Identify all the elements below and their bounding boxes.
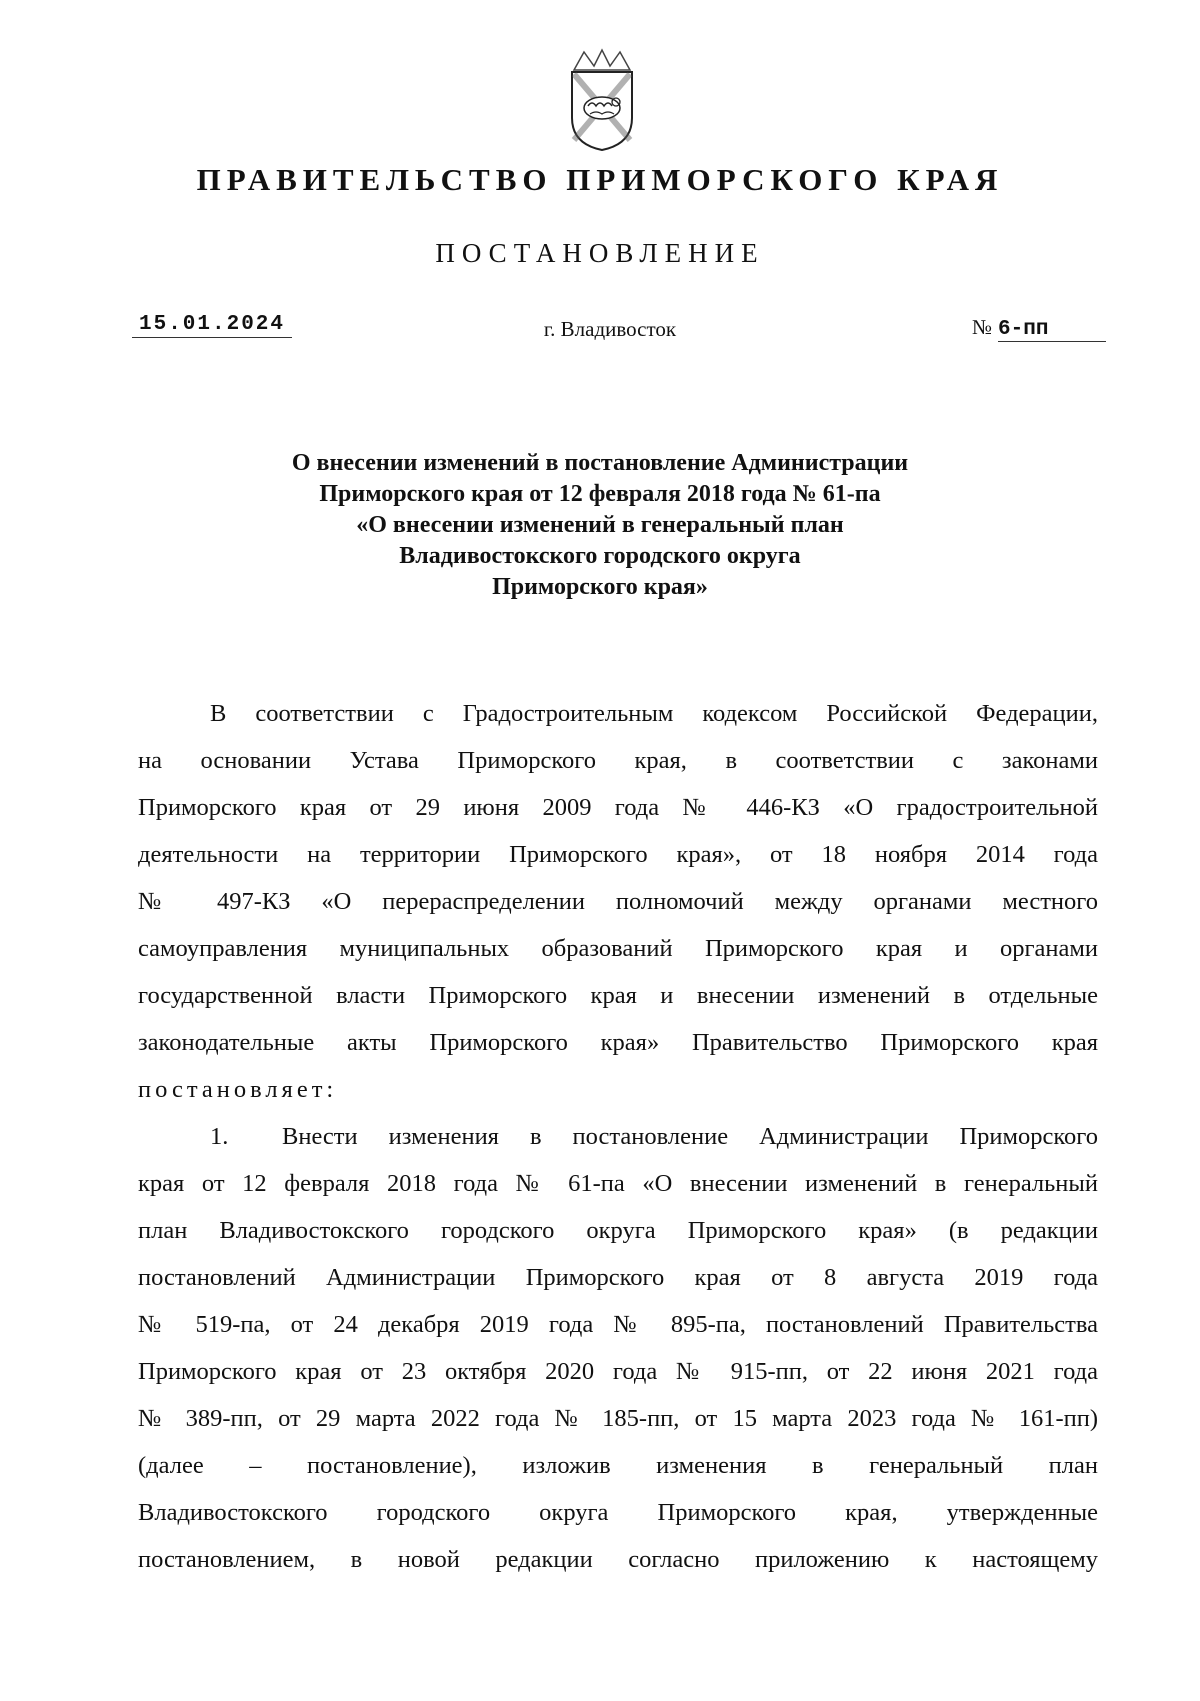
- body-line: план Владивостокского городского округа Приморского края» (в редакции: [138, 1217, 1098, 1244]
- document-city: г. Владивосток: [543, 317, 677, 341]
- body-line: (далее – постановление), изложив изменения в генеральный план: [138, 1452, 1098, 1479]
- body-line: постановлением, в новой редакции согласно приложению к настоящему: [138, 1546, 1098, 1573]
- body-line: края от 12 февраля 2018 года № 61-па «О внесении изменений в генеральный: [138, 1170, 1098, 1197]
- subject-line: Владивостокского городского округа: [399, 543, 801, 569]
- subject-line: «О внесении изменений в генеральный план: [356, 512, 844, 538]
- body-line: государственной власти Приморского края и внесении изменений в отдельные: [138, 982, 1098, 1009]
- body-line: самоуправления муниципальных образований Приморского края и органами: [138, 935, 1098, 962]
- number-label: №: [972, 315, 993, 339]
- body-line: Внести изменения в постановление Администрации Приморского: [282, 1123, 1098, 1150]
- number-value: 6-пп: [998, 318, 1106, 342]
- body-line: деятельности на территории Приморского края», от 18 ноября 2014 года: [138, 841, 1098, 868]
- item-1-first-line: [138, 1113, 1098, 1160]
- body-line: Владивостокского городского округа Приморского края, утвержденные: [138, 1499, 1098, 1526]
- subject-line: О внесении изменений в постановление Администрации: [291, 450, 909, 476]
- body-line: В соответствии с Градостроительным кодексом Российской Федерации,: [210, 700, 1098, 727]
- body-line: Приморского края от 23 октября 2020 года № 915-пп, от 22 июня 2021 года: [138, 1358, 1098, 1385]
- coat-of-arms-emblem: [566, 48, 638, 152]
- government-title: ПРАВИТЕЛЬСТВО ПРИМОРСКОГО КРАЯ: [196, 162, 1004, 197]
- document-type: ПОСТАНОВЛЕНИЕ: [435, 238, 765, 268]
- body-line: № 389-пп, от 29 марта 2022 года № 185-пп, от 15 марта 2023 года № 161-пп): [138, 1405, 1098, 1432]
- body-line: постановлений Администрации Приморского края от 8 августа 2019 года: [138, 1264, 1098, 1291]
- body-line: законодательные акты Приморского края» Правительство Приморского края: [138, 1029, 1098, 1056]
- document-date: 15.01.2024: [132, 313, 292, 338]
- body-line: № 519-па, от 24 декабря 2019 года № 895-па, постановлений Правительства: [138, 1311, 1098, 1338]
- resolves-word: постановляет:: [138, 1076, 338, 1103]
- document-subject: [180, 448, 1020, 603]
- document-body: [138, 690, 1098, 1583]
- body-line: № 497-КЗ «О перераспределении полномочий между органами местного: [138, 888, 1098, 915]
- subject-line: Приморского края»: [492, 574, 708, 600]
- document-number: [972, 315, 1106, 342]
- body-line: на основании Устава Приморского края, в соответствии с законами: [138, 747, 1098, 774]
- item-number: 1.: [210, 1123, 229, 1150]
- subject-line: Приморского края от 12 февраля 2018 года № 61-па: [319, 481, 881, 507]
- body-line: Приморского края от 29 июня 2009 года № 446-КЗ «О градостроительной: [138, 794, 1098, 821]
